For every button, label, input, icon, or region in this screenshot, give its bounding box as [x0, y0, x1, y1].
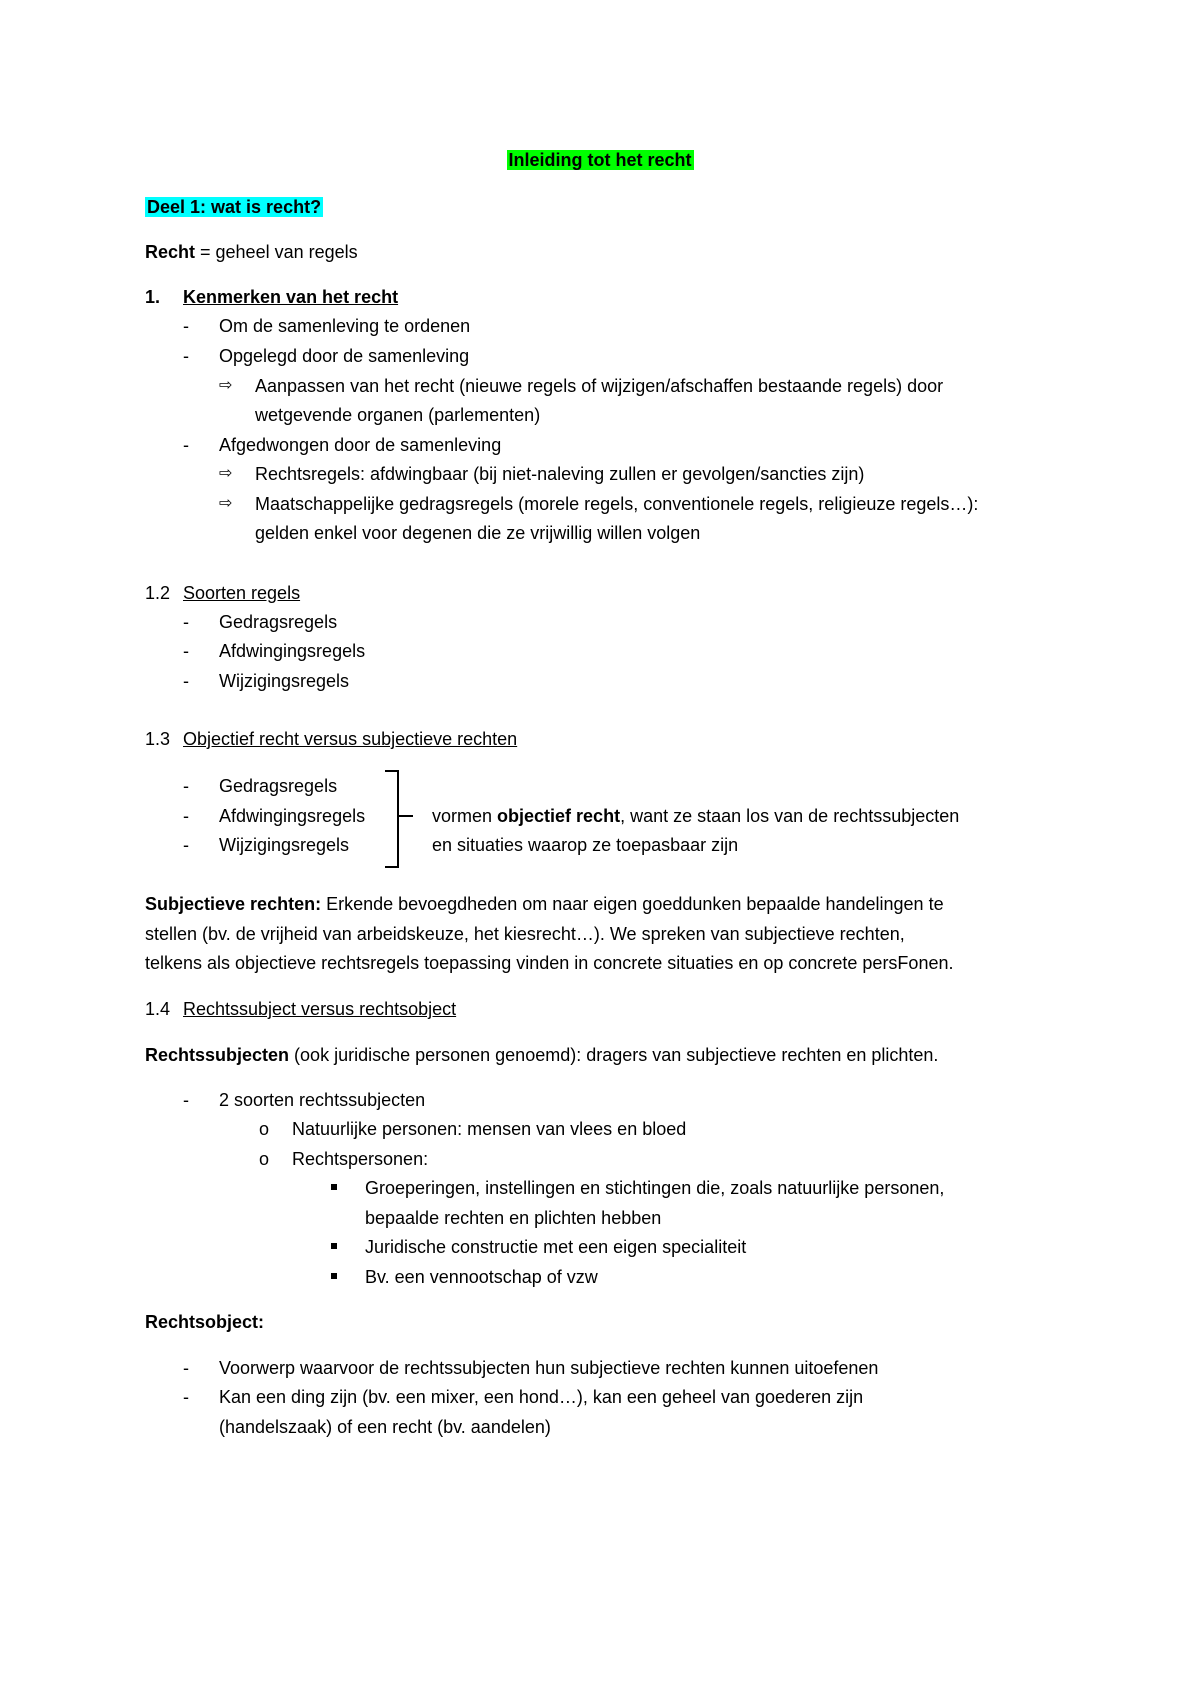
list-item: Wijzigingsregels: [219, 835, 350, 855]
list-item: Voorwerp waarvoor de rechtssubjecten hun subjectieve rechten kunnen uitoefenen: [219, 1358, 879, 1378]
bullet-dash: -: [183, 435, 189, 455]
bullet-dash: -: [183, 1358, 189, 1378]
list-item: Wijzigingsregels: [219, 671, 350, 691]
bullet-dash: -: [183, 1387, 189, 1407]
list-item: Rechtspersonen:: [292, 1149, 429, 1169]
list-item: Rechtsregels: afdwingbaar (bij niet-naleving zullen er gevolgen/sancties zijn): [255, 464, 865, 484]
bullet-circle: o: [259, 1119, 270, 1139]
section-number: 1.: [145, 287, 161, 307]
arrow-icon: ⇨: [219, 377, 233, 394]
list-item: Opgelegd door de samenleving: [219, 346, 470, 366]
paragraph-line: stellen (bv. de vrijheid van arbeidskeuze, het kiesrecht…). We spreken van subjectieve rechten,: [145, 924, 905, 944]
bullet-square: [331, 1273, 337, 1279]
bracket-note: vormen objectief recht, want ze staan los van de rechtssubjecten: [432, 806, 960, 826]
right-bracket: [385, 770, 399, 868]
section-heading: Objectief recht versus subjectieve rechten: [183, 729, 518, 749]
page-title: Inleiding tot het recht: [508, 150, 692, 170]
bullet-dash: -: [183, 641, 189, 661]
bullet-dash: -: [183, 1090, 189, 1110]
bullet-circle: o: [259, 1149, 270, 1169]
section-heading: Soorten regels: [183, 583, 301, 603]
definition: Recht = geheel van regels: [145, 242, 358, 262]
list-item: 2 soorten rechtssubjecten: [219, 1090, 426, 1110]
bullet-dash: -: [183, 835, 189, 855]
list-item-continuation: gelden enkel voor degenen die ze vrijwillig willen volgen: [255, 523, 701, 543]
list-item: Aanpassen van het recht (nieuwe regels of wijzigen/afschaffen bestaande regels) door: [255, 376, 944, 396]
list-item: Om de samenleving te ordenen: [219, 316, 471, 336]
bracket-pointer: [399, 815, 413, 817]
arrow-icon: ⇨: [219, 465, 233, 482]
list-item: Juridische constructie met een eigen specialiteit: [365, 1237, 747, 1257]
paragraph-line: Rechtssubjecten (ook juridische personen genoemd): dragers van subjectieve rechten en plichten.: [145, 1045, 939, 1065]
list-item: Afgedwongen door de samenleving: [219, 435, 502, 455]
list-item: Gedragsregels: [219, 612, 338, 632]
bullet-dash: -: [183, 346, 189, 366]
paragraph-heading: Rechtsobject:: [145, 1312, 265, 1332]
section-number: 1.2: [145, 583, 171, 603]
list-item: Maatschappelijke gedragsregels (morele regels, conventionele regels, religieuze regels…):: [255, 494, 979, 514]
list-item-continuation: (handelszaak) of een recht (bv. aandelen): [219, 1417, 551, 1437]
part-heading: Deel 1: wat is recht?: [147, 197, 322, 217]
section-number: 1.3: [145, 729, 171, 749]
list-item-continuation: wetgevende organen (parlementen): [255, 405, 541, 425]
list-item: Bv. een vennootschap of vzw: [365, 1267, 598, 1287]
paragraph-line: telkens als objectieve rechtsregels toepassing vinden in concrete situaties en op concrete persFonen.: [145, 953, 954, 973]
list-item-continuation: bepaalde rechten en plichten hebben: [365, 1208, 662, 1228]
list-item: Groeperingen, instellingen en stichtingen die, zoals natuurlijke personen,: [365, 1178, 945, 1198]
arrow-icon: ⇨: [219, 495, 233, 512]
bullet-dash: -: [183, 776, 189, 796]
section-heading: Rechtssubject versus rechtsobject: [183, 999, 457, 1019]
bullet-dash: -: [183, 316, 189, 336]
list-item: Gedragsregels: [219, 776, 338, 796]
bullet-dash: -: [183, 612, 189, 632]
bullet-dash: -: [183, 671, 189, 691]
list-item: Afdwingingsregels: [219, 641, 366, 661]
bullet-square: [331, 1243, 337, 1249]
list-item: Afdwingingsregels: [219, 806, 366, 826]
paragraph-line: Subjectieve rechten: Erkende bevoegdheden om naar eigen goeddunken bepaalde handelingen te: [145, 894, 944, 914]
section-heading: Kenmerken van het recht: [183, 287, 399, 307]
list-item: Kan een ding zijn (bv. een mixer, een hond…), kan een geheel van goederen zijn: [219, 1387, 864, 1407]
list-item: Natuurlijke personen: mensen van vlees en bloed: [292, 1119, 687, 1139]
bullet-square: [331, 1184, 337, 1190]
section-number: 1.4: [145, 999, 171, 1019]
bracket-note-continuation: en situaties waarop ze toepasbaar zijn: [432, 835, 739, 855]
bullet-dash: -: [183, 806, 189, 826]
